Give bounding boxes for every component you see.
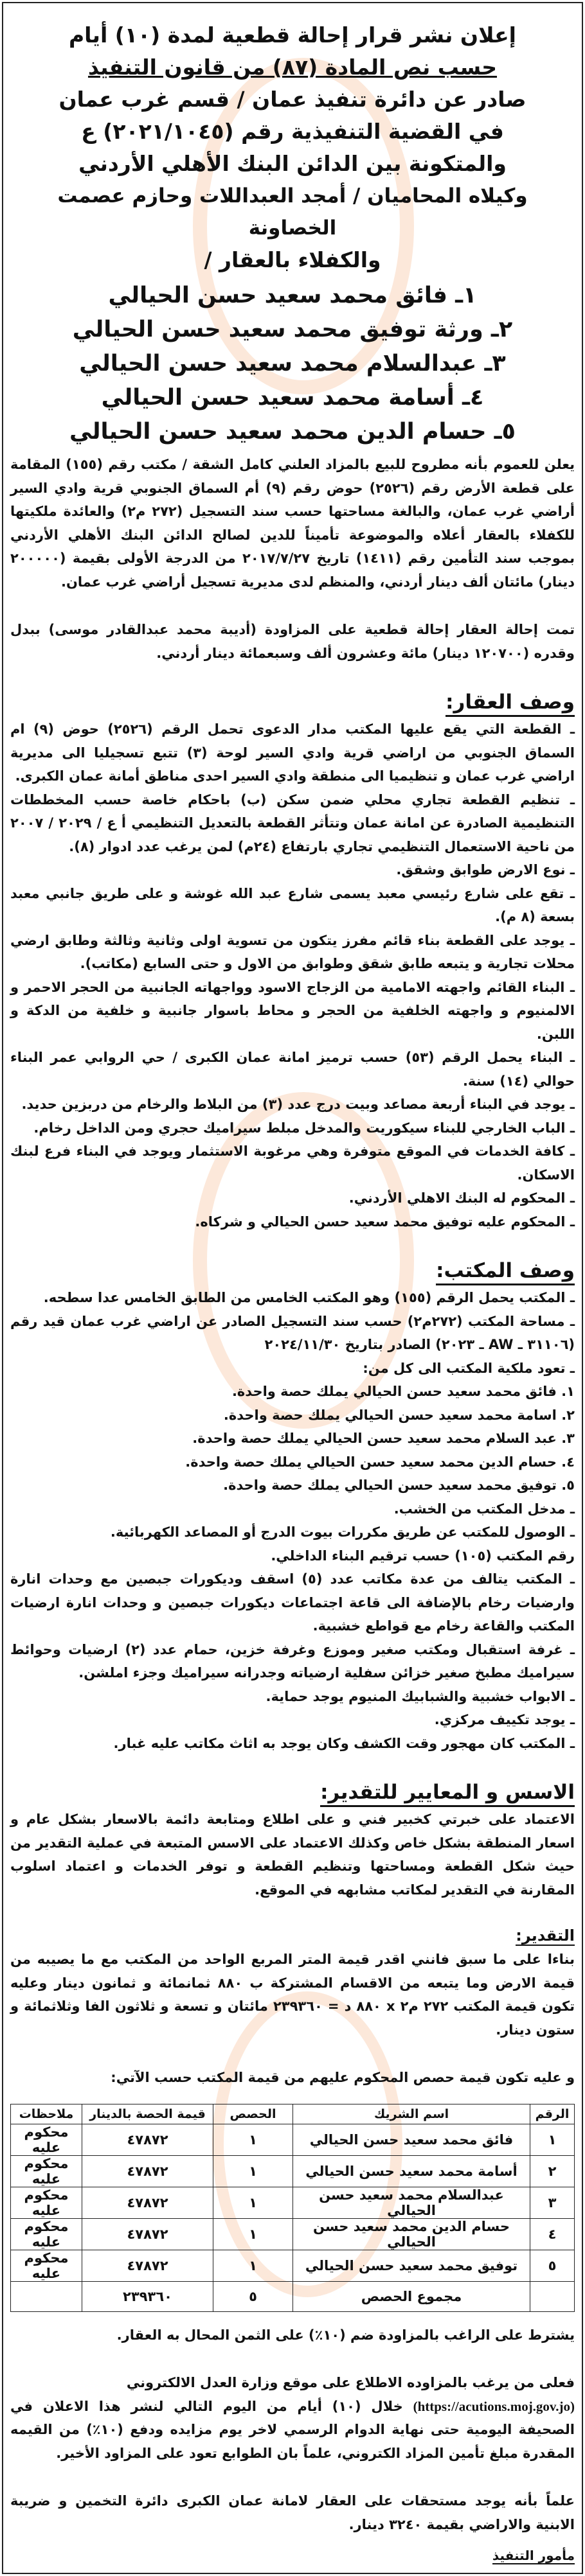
header-line: في القضية التنفيذية رقم (٢٠٢١/١٠٤٥) ع: [81, 119, 504, 144]
share-value-cell: ٤٧٨٧٢: [82, 2187, 213, 2218]
guarantor-name: ٥ـ حسام الدين محمد سعيد حسن الحيالي: [69, 419, 516, 445]
office-item: ـ المكتب كان مهجور وقت الكشف وكان يوجد به اثاث مكاتب عليه غبار.: [113, 1735, 575, 1751]
auctions-url-link[interactable]: (https://acutions.moj.gov.jo): [413, 2398, 575, 2414]
office-item: ـ الابواب خشبية والشبابيك المنيوم يوجد حماية.: [266, 1688, 575, 1704]
owner-item: ٥. توفيق محمد سعيد حسن الحيالي يملك حصة واحدة.: [223, 1478, 575, 1493]
row-number-cell: ٤: [530, 2218, 575, 2250]
award-paragraph: تمت إحالة العقار إحالة قطعية على المزاودة (أديبة محمد عبدالقادر موسى) ببدل وقدره (١٢٠٧٠٠ دينار) مائة وعشرون ألف وسبعمائة دينار أردني.: [10, 622, 575, 661]
office-heading: وصف المكتب:: [10, 1257, 575, 1285]
dues-paragraph: علماً بأنه يوجد مستحقات على العقار لامانة عمان الكبرى دائرة التخمين و ضريبة الابنية والاراضي بقيمة ٣٢٤٠ دينار.: [10, 2493, 575, 2532]
note-cell: محكوم عليه: [11, 2250, 82, 2281]
property-item: ـ المحكوم عليه توفيق محمد سعيد حسن الحيالي و شركاه.: [195, 1213, 575, 1230]
property-item: ـ تقع على شارع رئيسي معبد يسمى شارع عبد الله غوشة و على طريق جانبي معبد بسعة (٨ م).: [10, 885, 575, 924]
row-number-cell: ١: [530, 2124, 575, 2155]
table-row: [11, 2124, 575, 2155]
guarantor-name: ٤ـ أسامة محمد سعيد حسن الحيالي: [101, 385, 484, 410]
instructions: [10, 2371, 575, 2465]
signature: مأمور التنفيذ: [492, 2548, 575, 2563]
partner-name-cell: توفيق محمد سعيد حسن الحيالي: [293, 2250, 530, 2281]
col-partner-name: اسم الشريك: [293, 2104, 530, 2124]
owner-item: ٢. اسامة محمد سعيد حسن الحيالي يملك حصة واحدة.: [223, 1407, 575, 1423]
header-line: إعلان نشر قرار إحالة قطعية لمدة (١٠) أيام: [68, 22, 516, 48]
intro-paragraph: يعلن للعموم بأنه مطروح للبيع بالمزاد العلني كامل الشقة / مكتب رقم (١٥٥) المقامة على قطعة الأرض رقم (٢٥٢٦) حوض رقم (٩) أم السماق الجنوبي قرية وادي السير أراضي غرب عمان، والبالغة مساحتها حسب سند التسجيل (٢٧٢ م٢) والعائدة ملكيتها للكفلاء بالعقار أعلاه والموضوعة تأميناً للدين لصالح الدائن البنك الأهلي الأردني بموجب سند التأمين رقم (١٤١١) تاريخ ٢٠١٧/٧/٢٧ من الدرجة الأولى بقيمة (٢٠٠٠٠٠ دينار) مائتان ألف دينار أردني، والمنظم لدى مديرية تسجيل أراضي غرب عمان.: [10, 457, 575, 590]
shares-cell: ١: [213, 2124, 293, 2155]
office-item: ـ المكتب يتالف من عدة مكاتب عدد (٥) اسقف وديكورات جبصين مع وحدات انارة وارضيات رخام بالإضافة الى قاعة اجتماعات ديكورات جبصين و وحدات انارة ارضيات المكتب والقاعة رخام مع قواطع خشبية.: [10, 1571, 575, 1634]
property-item: ـ نوع الارض طوابق وشقق.: [396, 862, 575, 878]
header-line: حسب نص المادة (٨٧) من قانون التنفيذ: [87, 55, 498, 80]
header-line: وكيلاه المحاميان / أمجد العبداللات وحازم عصمت الخصاونة: [57, 184, 528, 240]
office-item: ـ يوجد تكييف مركزي.: [434, 1712, 575, 1727]
col-shares: الحصص: [213, 2104, 293, 2124]
office-item: ـ مساحة المكتب (٢٧٢م٢) حسب سند التسجيل الصادر عن اراضي غرب عمان قيد رقم (٣١١٠٦ ـ AW ـ ٢٠٢٣) الصادر بتاريخ ٢٠٢٤/١١/٣٠: [10, 1313, 575, 1352]
total-label: مجموع الحصص: [293, 2281, 530, 2311]
partner-name-cell: أسامة محمد سعيد حسن الحيالي: [293, 2155, 530, 2187]
shares-cell: ١: [213, 2155, 293, 2187]
criteria-paragraph: الاعتماد على خبرتي كخبير فني و على اطلاع ومتابعة دائمة بالاسعار بشكل عام و اسعار المنطقة بشكل خاص وكذلك الاعتماد على الاسس المتبعة في عملية التقدير من حيث شكل القطعة ومساحتها وتنظيم القطعة و توفر الخدمات و اعتماد اسلوب المقارنة في التقدير لمكاتب مشابهه في الموقع.: [10, 1812, 575, 1898]
property-item: ـ كافة الخدمات في الموقع متوفرة وهي مرغوبة الاستثمار ويوجد في البناء فرع لبنك الاسكان.: [10, 1143, 575, 1183]
partner-name-cell: عبدالسلام محمد سعيد حسن الحيالي: [293, 2187, 530, 2218]
property-heading: وصف العقار:: [10, 688, 575, 716]
table-total-row: [11, 2281, 575, 2311]
table-row: [11, 2155, 575, 2187]
header-line: والمتكونة بين الدائن البنك الأهلي الأردني: [78, 151, 507, 176]
row-number-cell: ٢: [530, 2155, 575, 2187]
property-item: ـ يوجد في البناء أربعة مصاعد وبيت درج عدد (٣) من البلاط والرخام من دربزين حديد.: [21, 1097, 575, 1112]
header-line: صادر عن دائرة تنفيذ عمان / قسم غرب عمان: [59, 87, 526, 112]
partner-name-cell: فائق محمد سعيد حسن الحيالي: [293, 2124, 530, 2155]
table-header-row: [11, 2104, 575, 2124]
row-number-cell: ٣: [530, 2187, 575, 2218]
share-value-cell: ٤٧٨٧٢: [82, 2155, 213, 2187]
table-row: [11, 2218, 575, 2250]
instructions-text: خلال (١٠) أيام من اليوم التالي لنشر هذا الاعلان في الصحيفة اليومية حتى نهاية الدوام الرسمي لاخر يوم مزايده ودفع (١٠٪) من القيمه المقدرة مبلغ تأمين المزاد الكتروني، علماً بان الطوابع تعود على المزاود الأخير.: [10, 2398, 575, 2461]
property-item: ـ يوجد على القطعة بناء قائم مفرز يتكون من تسوية اولى وثانية وثالثة وطابق ارضي محلات تجارية و يتبعه طابق شقق وطوابق من الاول و حتى السابع (مكاتب).: [10, 932, 575, 971]
property-item: ـ القطعة التي يقع عليها المكتب مدار الدعوى تحمل الرقم (٢٥٢٦) حوض (٩) ام السماق الجنوبي من اراضي قرية وادي السير لوحة (٣) تتبع تسجيليا الى مديرية اراضي غرب عمان و تنظيميا الى منطقة وادي السير احدى مناطق أمانة عمان الكبرى.: [10, 721, 575, 784]
col-number: الرقم: [530, 2104, 575, 2124]
total-number-cell: [530, 2281, 575, 2311]
guarantor-name: ٣ـ عبدالسلام محمد سعيد حسن الحيالي: [79, 351, 506, 376]
bid-condition: يشترط على الراغب بالمزاودة ضم (١٠٪) على الثمن المحال به العقار.: [116, 2327, 575, 2343]
instructions-text: فعلى من يرغب بالمزاوده الاطلاع على موقع وزارة العدل الالكتروني: [126, 2375, 575, 2390]
office-item: ـ المكتب يحمل الرقم (١٥٥) وهو المكتب الخامس من الطابق الخامس عدا سطحه.: [43, 1290, 575, 1305]
shares-intro: و عليه تكون قيمة حصص المحكوم عليهم من قيمة المكتب حسب الآتي:: [111, 2070, 575, 2085]
property-item: ـ البناء القائم واجهته الامامية من الزجاج الاسود وواجهاته الجانبية من الحجر الاحمر و الالمنيوم و واجهته الخلفية من الحجر و محاط باسوار جانبية و خلفية من الدكة و اللبن.: [10, 979, 575, 1042]
note-cell: محكوم عليه: [11, 2218, 82, 2250]
total-value: ٢٣٩٣٦٠: [82, 2281, 213, 2311]
total-shares: ٥: [213, 2281, 293, 2311]
share-value-cell: ٤٧٨٧٢: [82, 2250, 213, 2281]
note-cell: محكوم عليه: [11, 2124, 82, 2155]
property-item: ـ البناء يحمل الرقم (٥٣) حسب ترميز امانة عمان الكبرى / حي الروابي عمر البناء حوالي (١٤) سنة.: [10, 1050, 575, 1089]
col-share-value: قيمة الحصة بالدينار: [82, 2104, 213, 2124]
table-row: [11, 2250, 575, 2281]
note-cell: محكوم عليه: [11, 2187, 82, 2218]
shares-cell: ١: [213, 2218, 293, 2250]
office-item: ـ غرفة استقبال ومكتب صغير وموزع وغرفة خزين، حمام عدد (٢) ارضيات وحوائط سيراميك مطبخ صغير خزائن سفلية ارضياته وجدرانه سيراميك وجزء املشن.: [10, 1641, 575, 1681]
partner-name-cell: حسام الدين محمد سعيد حسن الحيالي: [293, 2218, 530, 2250]
col-notes: ملاحظات: [11, 2104, 82, 2124]
share-value-cell: ٤٧٨٧٢: [82, 2218, 213, 2250]
property-list: [10, 718, 575, 1233]
office-item: ـ مدخل المكتب من الخشب.: [393, 1501, 575, 1517]
header-line: والكفلاء بالعقار /: [204, 247, 381, 272]
notice-header: [10, 19, 575, 276]
guarantor-names: [10, 279, 575, 449]
share-value-cell: ٤٧٨٧٢: [82, 2124, 213, 2155]
note-cell: محكوم عليه: [11, 2155, 82, 2187]
property-item: ـ الباب الخارجي للبناء سيكوريت والمدخل مبلط سيراميك حجري ومن الداخل رخام.: [33, 1120, 575, 1136]
guarantor-name: ١ـ فائق محمد سعيد حسن الحيالي: [108, 283, 477, 308]
office-item: رقم المكتب (١٠٥) حسب ترقيم البناء الداخلي.: [271, 1548, 575, 1564]
property-item: ـ تنظيم القطعة تجاري محلي ضمن سكن (ب) باحكام خاصة حسب المخططات التنظيمية الصادرة عن امانة عمان وتتأثر القطعة بالتعديل التنظيمي أ ع / ٢٠٢٩ / ٢٠٠٧ من ناحية الاستعمال التنظيمي تجاري بارتفاع (٢٤م) لمن يرغب عدد ادوار (٨).: [10, 791, 575, 854]
owner-item: ٤. حسام الدين محمد سعيد حسن الحيالي يملك حصة واحدة.: [185, 1454, 575, 1470]
criteria-heading: الاسس و المعايير للتقدير:: [10, 1778, 575, 1806]
valuation-paragraph: بناءا على ما سبق فانني اقدر قيمة المتر المربع الواحد من المكتب مع ما يصيبه من قيمة الارض وما يتبعه من الاقسام المشتركة ب ٨٨٠ ثمانمائة و ثمانون دينار وعليه تكون قيمة المكتب ٢٧٢ م٢ x ٨٨٠ د = ٢٣٩٣٦٠ مائتان و تسعة و ثلاثون الفا وثلاثمائة و ستون دينار.: [10, 1952, 575, 2038]
owner-item: ٣. عبد السلام محمد سعيد حسن الحيالي يملك حصة واحدة.: [192, 1431, 575, 1446]
shares-table: [10, 2104, 575, 2312]
office-list: [10, 1286, 575, 1755]
guarantor-name: ٢ـ ورثة توفيق محمد سعيد حسن الحيالي: [72, 317, 513, 342]
row-number-cell: ٥: [530, 2250, 575, 2281]
property-item: ـ المحكوم له البنك الاهلي الأردني.: [348, 1190, 575, 1206]
table-row: [11, 2187, 575, 2218]
office-item: ـ الوصول للمكتب عن طريق مكررات بيوت الدرج أو المصاعد الكهربائية.: [110, 1524, 575, 1540]
total-notes-cell: [11, 2281, 82, 2311]
owner-item: ١. فائق محمد سعيد حسن الحيالي يملك حصة واحدة.: [231, 1384, 575, 1399]
shares-cell: ١: [213, 2250, 293, 2281]
shares-cell: ١: [213, 2187, 293, 2218]
office-item: ـ تعود ملكية المكتب الى كل من:: [363, 1360, 575, 1376]
valuation-heading: التقدير:: [516, 1927, 575, 1945]
